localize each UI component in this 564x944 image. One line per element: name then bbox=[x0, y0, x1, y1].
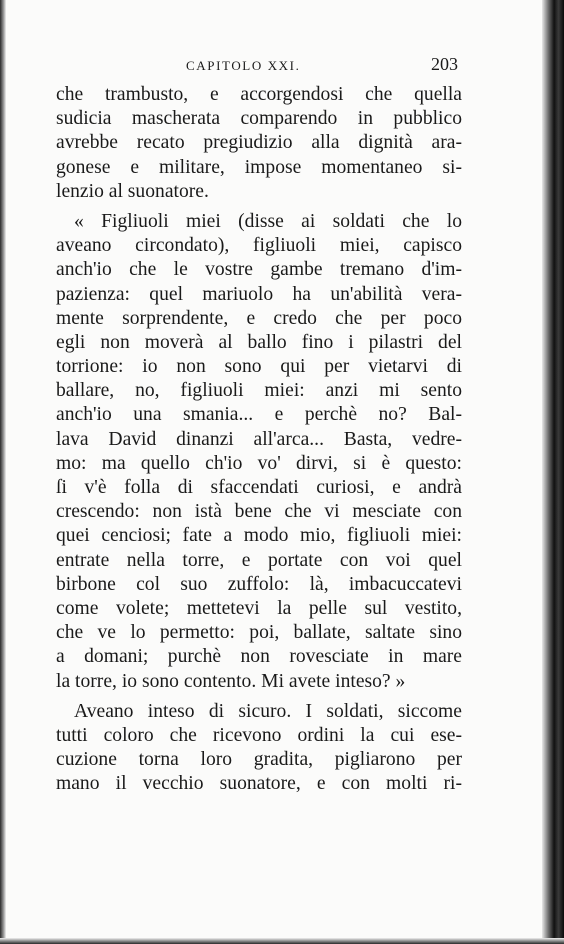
text-line: anch'io che le vostre gambe tremano d'im- bbox=[56, 259, 462, 281]
chapter-heading: CAPITOLO XXI. bbox=[186, 58, 301, 73]
book-gutter-shadow bbox=[542, 0, 564, 944]
text-line: la torre, io sono contento. Mi avete inteso? » bbox=[56, 670, 406, 692]
text-line: « Figliuoli miei (disse ai soldati che lo bbox=[74, 210, 462, 232]
text-line: a domani; purchè non rovesciate in mare bbox=[56, 646, 462, 668]
text-line: mente sorprendente, e credo che per poco bbox=[56, 307, 462, 329]
text-line: crescendo: non istà bene che vi mesciate con bbox=[56, 501, 462, 523]
text-line: torrione: io non sono qui per vietarvi di bbox=[56, 356, 462, 378]
text-line: pazienza: quel mariuolo ha un'abilità vera- bbox=[56, 283, 462, 305]
text-line: sudicia mascherata comparendo in pubblico bbox=[56, 108, 462, 130]
text-line: tutti coloro che ricevono ordini la cui ese- bbox=[56, 724, 462, 746]
text-line: egli non moverà al ballo fino i pilastri del bbox=[56, 331, 462, 353]
text-line: birbone col suo zuffolo: là, imbacuccatevi bbox=[56, 573, 462, 595]
text-line: ballare, no, figliuoli miei: anzi mi sento bbox=[56, 380, 462, 402]
body-text bbox=[56, 83, 462, 796]
text-line: Aveano inteso di sicuro. I soldati, siccome bbox=[74, 700, 462, 722]
text-line: lava David dinanzi all'arca... Basta, vedre- bbox=[56, 428, 462, 450]
text-line: lenzio al suonatore. bbox=[56, 180, 209, 202]
text-line: che ve lo permetto: poi, ballate, saltate sino bbox=[56, 622, 462, 644]
text-line: anch'io una smania... e perchè no? Bal- bbox=[56, 404, 462, 426]
text-line: quei cenciosi; fate a modo mio, figliuoli miei: bbox=[56, 525, 462, 547]
page-left-edge bbox=[0, 0, 6, 944]
running-head bbox=[58, 56, 458, 78]
text-line: mano il vecchio suonatore, e con molti ri- bbox=[56, 773, 462, 795]
page-bottom-edge bbox=[0, 938, 564, 944]
text-line: che trambusto, e accorgendosi che quella bbox=[56, 84, 462, 105]
text-line: ſi v'è folla di sfaccendati curiosi, e andrà bbox=[56, 477, 462, 498]
text-line: come volete; mettetevi la pelle sul vestito, bbox=[56, 597, 462, 619]
text-line: avrebbe recato pregiudizio alla dignità ara- bbox=[56, 132, 462, 154]
text-line: entrate nella torre, e portate con voi quel bbox=[56, 549, 462, 571]
text-line: gonese e militare, impose momentaneo si- bbox=[56, 156, 462, 178]
text-line: aveano circondato), figliuoli miei, capisco bbox=[56, 235, 462, 257]
text-line: cuzione torna loro gradita, pigliarono per bbox=[56, 749, 462, 771]
text-line: mo: ma quello ch'io vo' dirvi, si è questo: bbox=[56, 452, 462, 474]
page-number: 203 bbox=[431, 54, 458, 74]
